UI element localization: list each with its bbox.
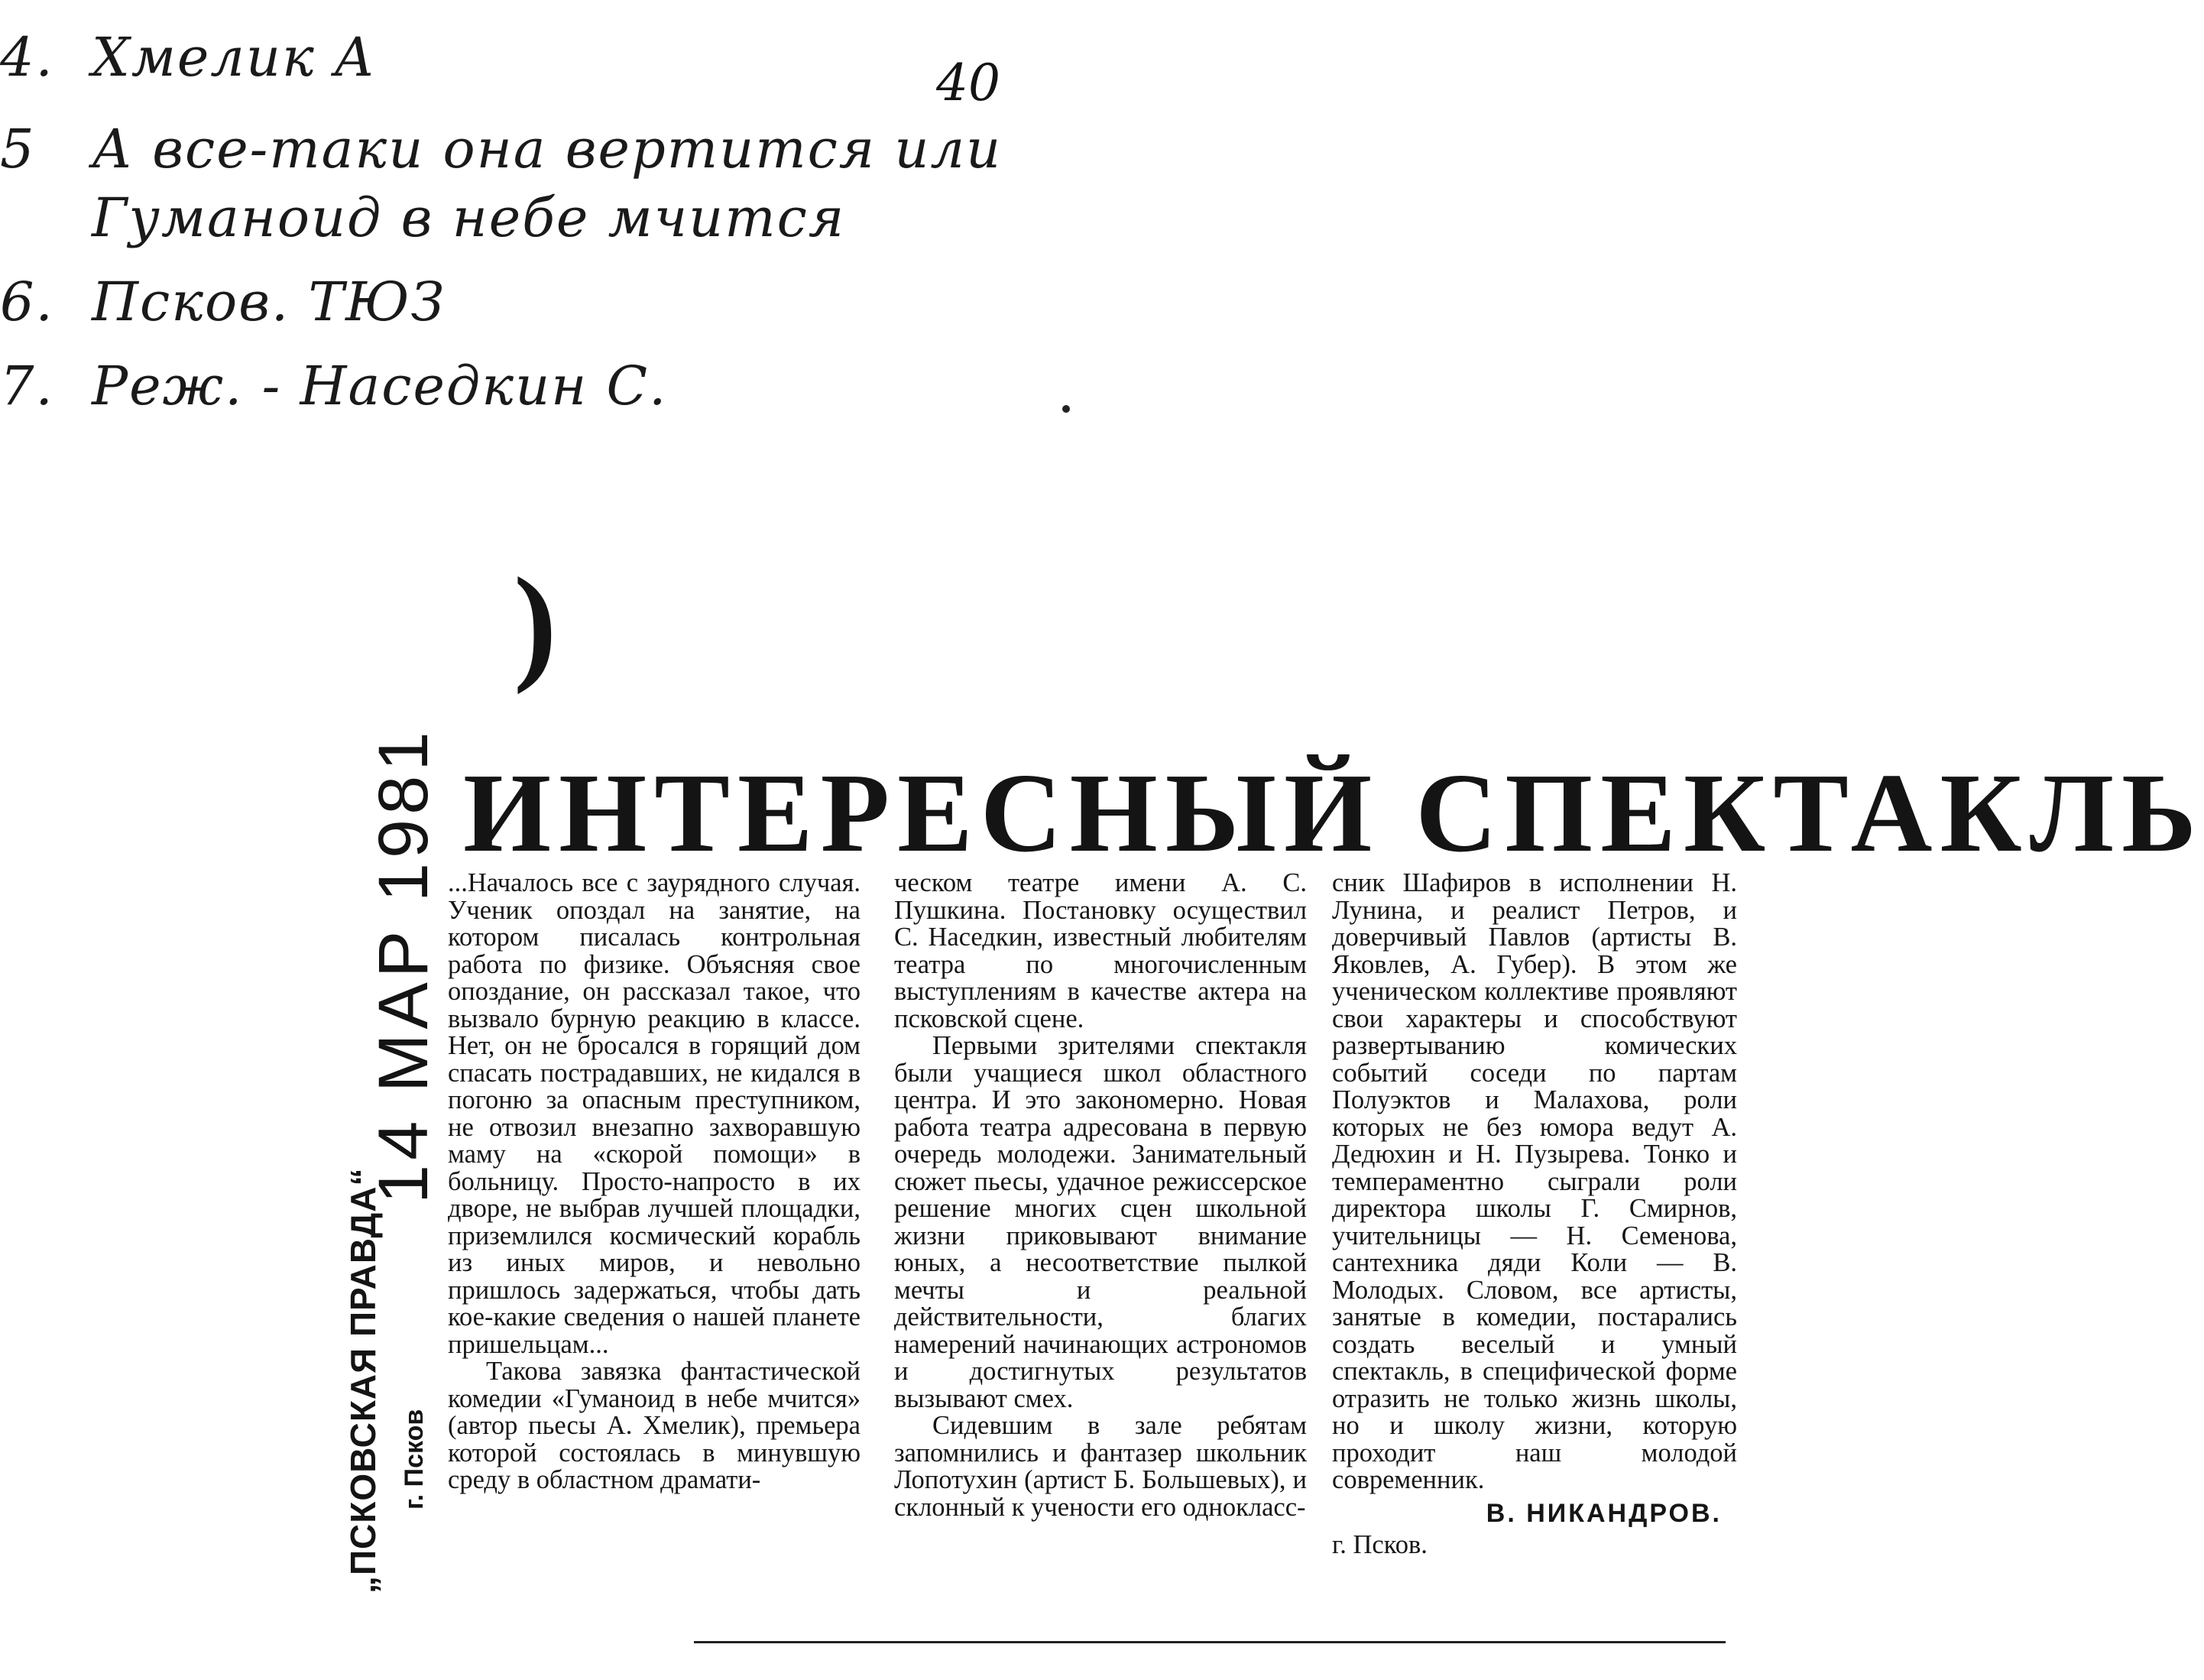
note-text: Хмелик А [92,26,377,89]
note-number: 5 [0,118,36,180]
article-paragraph: Первыми зрителями спектакля были учащиеся школ областного центра. И это закономерно. Новая работа театра адресована в первую очередь молодежи. Занимательный сюжет пьесы, удачное режиссерское решение многих сцен школьной жизни приковывают внимание юных, а несоответствие пылкой мечты и реальной действительности, благих намерений начинающих астрономов и достигнутых результатов вызывают смех. [894,1031,1307,1413]
note-text: А все-таки она вертится или [92,118,1003,180]
article-column-2 [894,870,1307,1521]
article-paragraph-cont: сник Шафиров в исполнении Н. Лунина, и реалист Петров, и доверчивый Павлов (артисты В. Яковлев, А. Губер). В этом же ученическом коллективе проявляют свои характеры и способствуют развертыванию комических событий соседи по партам Полуэктов и Малахова, роли которых не без юмора ведут А. Дедюхин и Н. Пузырева. Тонко и темпераментно сыграли роли директора школы Г. Смирнов, учительницы — Н. Семенова, сантехника дяди Коли — В. Молодых. Словом, все артисты, занятые в комедии, постарались создать веселый и умный спектакль, в специфической форме отразить не только жизнь школы, но и школу жизни, которую проходит наш молодой современник. [1332,868,1737,1494]
stray-ink-dot [1062,405,1070,413]
article-column-3 [1332,870,1737,1559]
note-text: Псков. ТЮЗ [92,271,446,333]
handwritten-note-5 [0,118,1003,180]
author-city: г. Псков. [1332,1530,1428,1559]
article-column-1 [448,870,861,1494]
handwritten-page-number: 40 [936,54,1000,112]
article-paragraph-cont: ческом театре имени А. С. Пушкина. Постановку осуществил С. Наседкин, известный любителям театра по многочисленным выступлениям в качестве актера на псковской сцене. [894,868,1307,1033]
handwritten-note-7 [0,355,668,417]
handwritten-note-6 [0,271,446,333]
article-author: В. НИКАНДРОВ. [1486,1498,1722,1528]
stray-ink-mark: ) [514,551,557,695]
handwritten-note-5-cont [0,186,846,249]
date-stamp: 14 МАР 1981 [365,727,442,1204]
note-number: 6. [0,271,54,333]
paragraph-2-start: Такова завязка фантастической комедии «Гуманоид в небе мчится» (автор пьесы А. Хмелик), премьера которой состоялась в минувшую среду в областном драмати- [448,1357,861,1494]
article-paragraph: ...Началось все с заурядного случая. Ученик опоздал на занятие, на котором писалась контрольная работа по физике. Объясняя свое опоздание, он рассказал такое, что вызвало бурную реакцию в классе. Нет, он не бросался в горящий дом спасать пострадавших, не кидался в погоню за опасным преступником, не отвозил внезапно захворавшую маму на «скорой помощи» в больницу. Просто-напросто в их дворе, не выбрав лучшей площадки, приземлился космический корабль из иных миров, и невольно пришлось задержаться, чтобы дать кое-какие сведения о нашей планете пришельцам... [448,868,861,1359]
note-number: 7. [0,355,54,417]
bottom-rule [694,1641,1726,1643]
article-paragraph: Сидевшим в зале ребятам запомнились и фантазер школьник Лопотухин (артист Б. Большевых), и склонный к учености его однокласс- [894,1411,1307,1522]
note-text: Гуманоид в небе мчится [92,186,846,249]
newspaper-name: „ПСКОВСКАЯ ПРАВДА“ [343,1167,383,1594]
note-number: 4. [0,26,54,89]
article-headline: ИНТЕРЕСНЫЙ СПЕКТАКЛЬ [463,751,2204,876]
newspaper-city: г. Псков [400,1409,429,1510]
article-paragraph [448,1358,861,1494]
note-text: Реж. - Наседкин С. [92,355,668,417]
handwritten-note-4 [0,26,377,89]
